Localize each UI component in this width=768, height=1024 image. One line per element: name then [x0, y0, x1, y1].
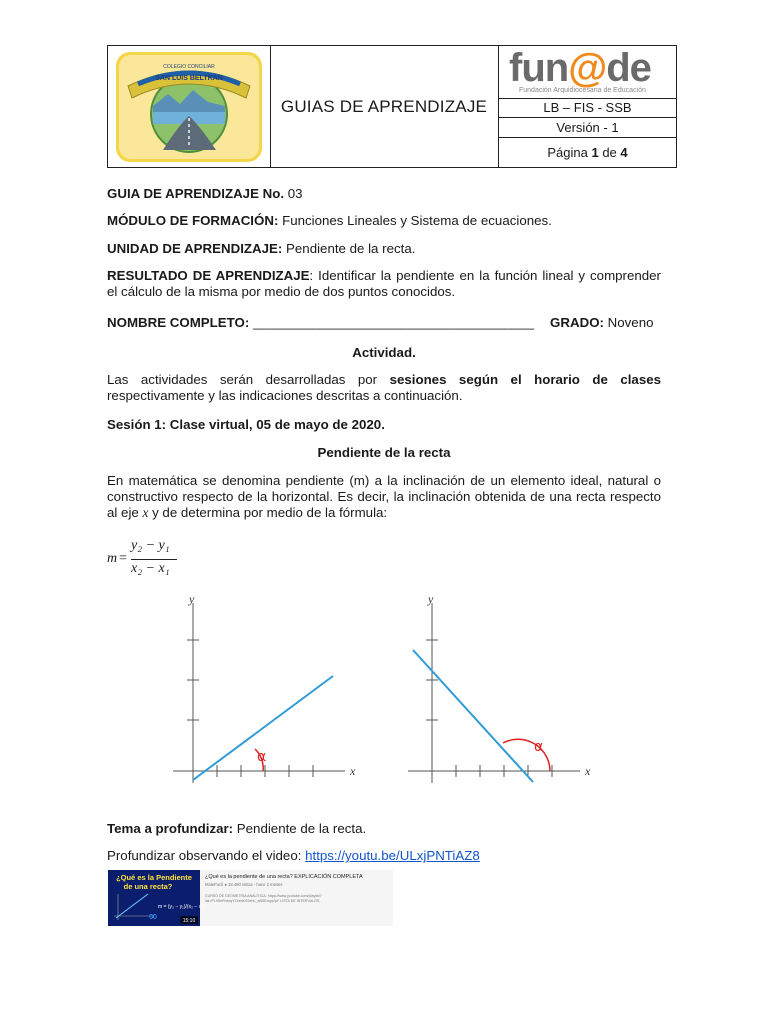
video-thumb-formula: m = (y₂ − y₁)/(x₂ − x₁) [158, 904, 205, 910]
video-thumb-line2: de una recta? [123, 882, 173, 891]
activity-heading: Actividad. [352, 345, 416, 360]
session-line: Sesión 1: Clase virtual, 05 de mayo de 2020. [107, 417, 385, 432]
document-title-cell [270, 46, 499, 167]
slope-formula [107, 538, 187, 582]
funade-logo-word-b: de [606, 46, 651, 90]
tema-line [107, 821, 661, 837]
unidad-value: Pendiente de la recta. [282, 241, 416, 256]
unidad-label: UNIDAD DE APRENDIZAJE: [107, 241, 283, 256]
school-logo [108, 46, 270, 167]
page-prefix: Página [547, 145, 592, 160]
formula-eq: = [119, 551, 127, 566]
lesson-heading: Pendiente de la recta [317, 445, 451, 460]
lesson-para-b: y de determina por medio de la fórmula: [148, 505, 388, 520]
unidad-line [107, 241, 661, 257]
grado-value: Noveno [603, 315, 654, 330]
video-thumb-line1: ¿Qué es la Pendiente [116, 873, 192, 882]
lesson-para-var: x [142, 505, 149, 520]
tema-value: Pendiente de la recta. [233, 821, 367, 836]
graph1-x-label: x [350, 764, 356, 778]
school-logo-top-text: COLEGIO CONCILIAR [163, 64, 215, 70]
guia-line [107, 186, 661, 202]
graph2-x-label: x [585, 764, 591, 778]
graph1-angle-label: α [257, 749, 267, 765]
formula-denominator: x₂ − x₁ [131, 561, 170, 576]
video-line [107, 848, 661, 864]
video-desc-2: list=PL9SeRnbrqYZ4eni022ebL_aBSEoqqVpF LISTA DE INTERVALOS... [205, 899, 323, 903]
modulo-line [107, 213, 661, 229]
funade-logo [499, 46, 676, 99]
document-version: Versión - 1 [499, 118, 676, 138]
formula-fraction-bar [131, 559, 177, 560]
activity-intro-c: respectivamente y las indicaciones descritas a continuación. [107, 388, 463, 403]
video-meta: MateFacil ● 18,490 vistas - hace 2 meses [205, 882, 283, 887]
slope-graphs [0, 588, 768, 788]
resultado-paragraph [107, 268, 661, 300]
video-link[interactable]: https://youtu.be/ULxjPNTiAZ8 [305, 848, 480, 863]
nombre-label: NOMBRE COMPLETO: [107, 315, 250, 330]
graph2-angle-label: α [534, 739, 544, 755]
video-title[interactable]: ¿Qué es la pendiente de una recta? EXPLICACIÓN COMPLETA [205, 874, 363, 880]
guia-label: GUIA DE APRENDIZAJE No. [107, 186, 285, 201]
lesson-paragraph [107, 473, 661, 521]
formula-m: m [107, 551, 118, 566]
guia-value: 03 [284, 186, 303, 201]
school-logo-banner-text: SAN LUIS BELTRÁN [155, 75, 223, 82]
funade-logo-subtitle: Fundación Arquidiocesana de Educación [519, 87, 646, 94]
school-logo-cell [108, 46, 271, 167]
document-meta-cell [499, 46, 676, 167]
lesson-para-a: En matemática se denomina pendiente (m) a la inclinación de un elemento ideal, natural o constructivo respecto de la horizontal. Es decir, la inclinación obtenida de una recta respecto al eje [107, 473, 661, 520]
page-mid: de [598, 145, 621, 160]
video-thumb-infinity-icon: ∞ [148, 909, 158, 923]
nombre-line [107, 315, 667, 331]
video-card[interactable] [108, 870, 393, 926]
document-title: GUIAS DE APRENDIZAJE [280, 96, 488, 116]
document-code: LB – FIS - SSB [499, 98, 676, 118]
page-number: 1 [591, 145, 599, 160]
document-header [107, 45, 677, 168]
graph2-line [413, 650, 533, 782]
video-text: Profundizar observando el video: [107, 848, 306, 863]
resultado-value: : Identificar la pendiente en la función lineal y comprender el cálculo de la misma por medio de dos puntos conocidos. [107, 268, 661, 299]
graph-negative-slope [408, 603, 580, 783]
page-indicator [499, 138, 676, 167]
graph1-y-label: y [189, 592, 195, 606]
activity-intro-b: sesiones según el horario de clases [389, 372, 661, 387]
funade-logo-at: @ [568, 46, 607, 90]
modulo-value: Funciones Lineales y Sistema de ecuaciones. [278, 213, 552, 228]
resultado-label: RESULTADO DE APRENDIZAJE [107, 268, 310, 283]
video-duration: 15:10 [182, 918, 196, 924]
graph2-y-label: y [428, 592, 434, 606]
page-total: 4 [620, 145, 628, 160]
funade-logo-word-a: fun [509, 46, 569, 90]
formula-numerator: y₂ − y₁ [131, 538, 170, 553]
grado-label: GRADO: [550, 315, 604, 330]
modulo-label: MÓDULO DE FORMACIÓN: [107, 213, 279, 228]
tema-label: Tema a profundizar: [107, 821, 234, 836]
activity-intro-a: Las actividades serán desarrolladas por [107, 372, 390, 387]
video-desc-1: CURSO DE GEOMETRÍA ANALÍTICA: https://www.youtube.com/playlist? [205, 894, 322, 898]
nombre-blank: ______________________________________ [249, 315, 535, 330]
activity-intro [107, 372, 661, 404]
